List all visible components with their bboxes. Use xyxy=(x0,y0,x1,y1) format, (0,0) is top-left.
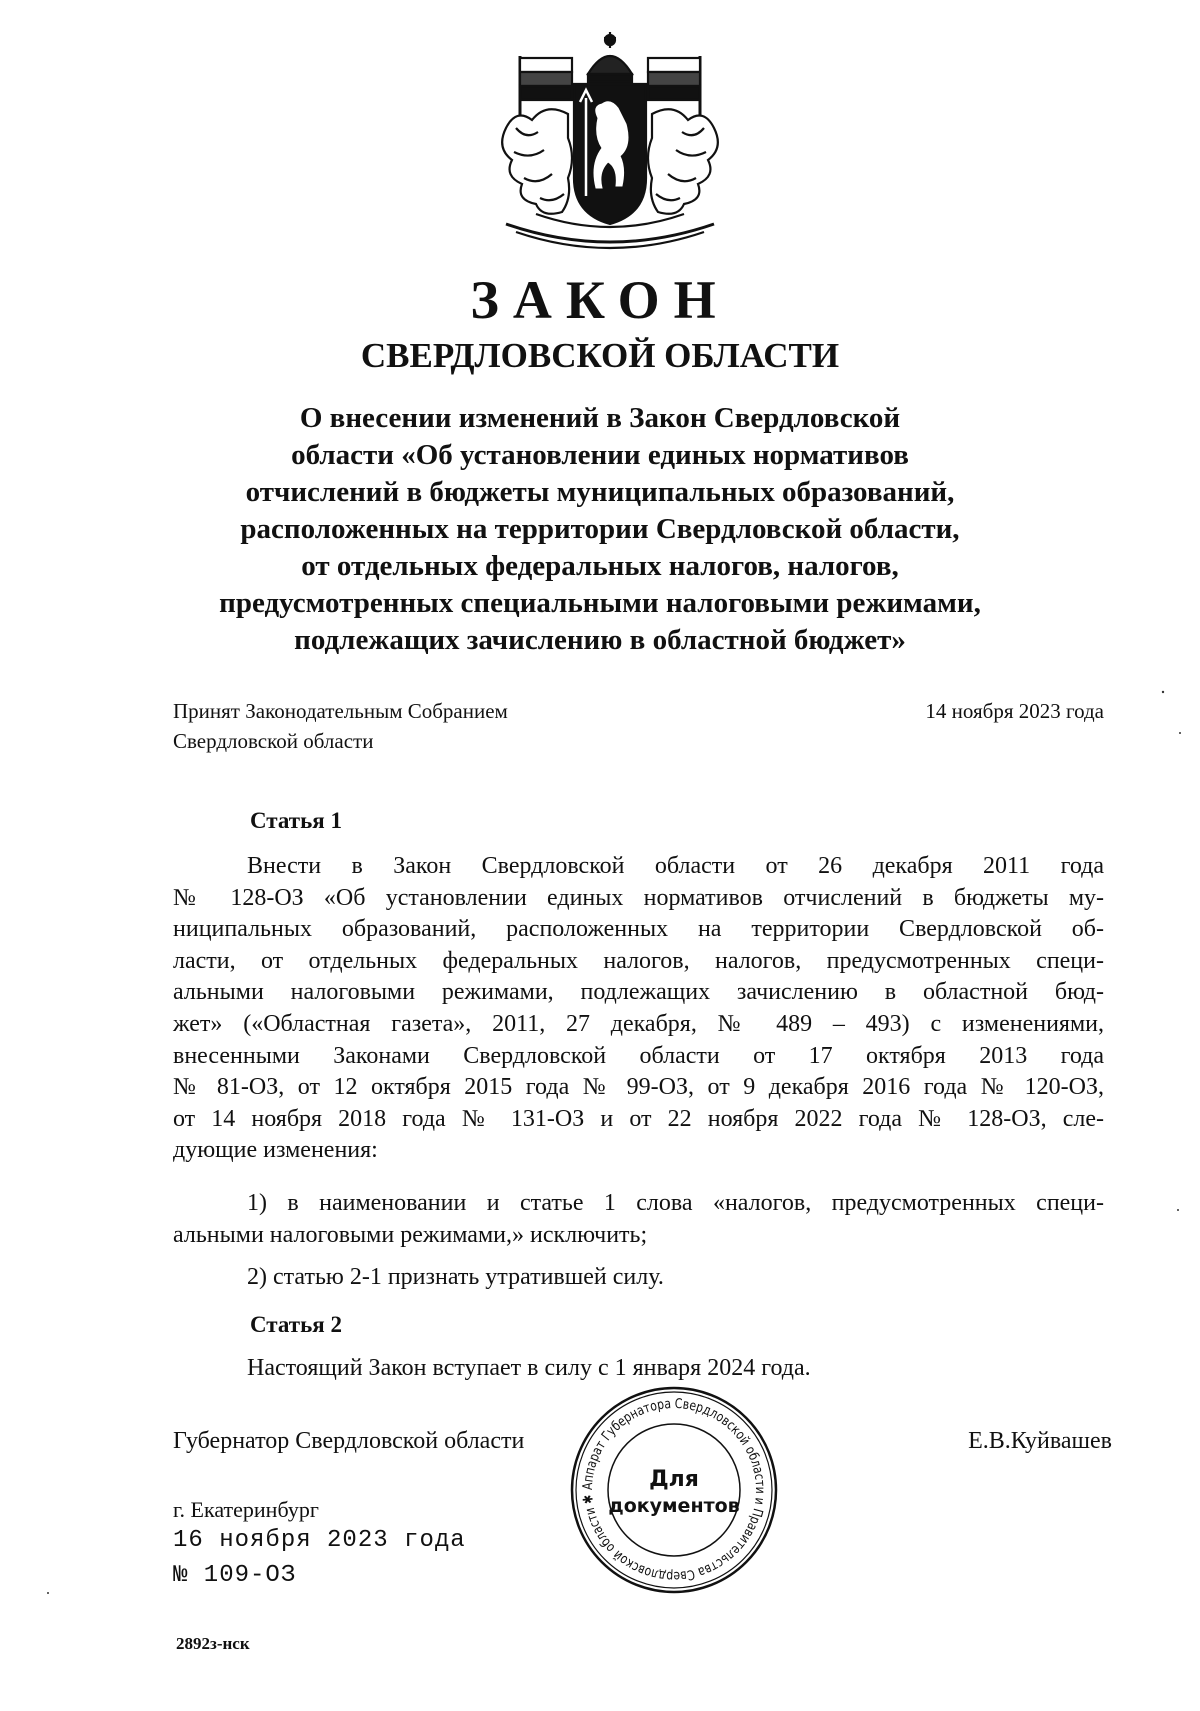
paragraph-line: Внести в Закон Свердловской области от 26 декабря 2011 года xyxy=(247,853,1104,879)
article-1-item-1 xyxy=(173,1188,1104,1251)
governor-title: Губернатор Свердловской области xyxy=(173,1428,525,1454)
heading-line: расположенных на территории Свердловской области, xyxy=(240,513,960,545)
law-number: № 109-ОЗ xyxy=(173,1562,297,1589)
stamp-center-line-1: Для xyxy=(649,1467,699,1492)
paragraph-line: внесенными Законами Свердловской области от 17 октября 2013 года xyxy=(173,1042,1104,1069)
signing-date: 16 ноября 2023 года xyxy=(173,1527,466,1554)
adopted-by xyxy=(173,696,508,756)
item-line: альными налоговыми режимами,» исключить; xyxy=(173,1221,648,1248)
paragraph-line: от 14 ноября 2018 года № 131-ОЗ и от 22 ноября 2022 года № 128-ОЗ, сле- xyxy=(173,1105,1104,1132)
article-1-item-2: 2) статью 2-1 признать утратившей силу. xyxy=(247,1264,664,1290)
article-1-title: Статья 1 xyxy=(250,808,342,833)
signing-city: г. Екатеринбург xyxy=(173,1497,319,1522)
document-type-title: ЗАКОН xyxy=(470,270,730,330)
stamp-ring-text: Аппарат Губернатора Свердловской области и Правительства Свердловской области ✱ xyxy=(579,1395,769,1585)
official-stamp xyxy=(568,1384,780,1596)
law-heading xyxy=(160,400,1040,659)
article-1-paragraph xyxy=(173,851,1104,1167)
paragraph-line: ласти, от отдельных федеральных налогов, налогов, предусмотренных специ- xyxy=(173,947,1104,974)
heading-line: О внесении изменений в Закон Свердловской xyxy=(299,402,901,434)
article-2-title: Статья 2 xyxy=(250,1312,342,1337)
heading-line: области «Об установлении единых нормативов xyxy=(291,439,909,471)
governor-name: Е.В.Куйвашев xyxy=(968,1428,1112,1454)
paragraph-line: альными налоговыми режимами, подлежащих зачислению в областной бюд- xyxy=(173,979,1104,1006)
paragraph-line: жет» («Областная газета», 2011, 27 декабря, № 489 – 493) с изменениями, xyxy=(173,1010,1104,1037)
stamp-center-line-2: документов xyxy=(608,1495,740,1517)
heading-line: от отдельных федеральных налогов, налогов, xyxy=(301,550,899,582)
item-line: 1) в наименовании и статье 1 слова «налогов, предусмотренных специ- xyxy=(247,1190,1104,1216)
paragraph-line: № 81-ОЗ, от 12 октября 2015 года № 99-ОЗ, от 9 декабря 2016 года № 120-ОЗ, xyxy=(173,1074,1104,1101)
coat-of-arms-emblem xyxy=(476,28,744,256)
reference-code: 2892з-нск xyxy=(176,1634,250,1653)
heading-line: отчислений в бюджеты муниципальных образований, xyxy=(245,476,955,508)
adopted-date: 14 ноября 2023 года xyxy=(925,699,1104,723)
paragraph-line: № 128-ОЗ «Об установлении единых нормативов отчислений в бюджеты му- xyxy=(173,884,1104,911)
heading-line: подлежащих зачислению в областной бюджет» xyxy=(294,624,906,656)
adopted-line: Свердловской области xyxy=(173,729,374,753)
heading-line: предусмотренных специальными налоговыми режимами, xyxy=(219,587,981,619)
paragraph-line: ниципальных образований, расположенных на территории Свердловской об- xyxy=(173,916,1104,943)
region-title: СВЕРДЛОВСКОЙ ОБЛАСТИ xyxy=(360,336,840,375)
article-2-paragraph: Настоящий Закон вступает в силу с 1 января 2024 года. xyxy=(247,1355,811,1381)
adopted-line: Принят Законодательным Собранием xyxy=(173,699,508,723)
paragraph-line: дующие изменения: xyxy=(173,1137,378,1164)
